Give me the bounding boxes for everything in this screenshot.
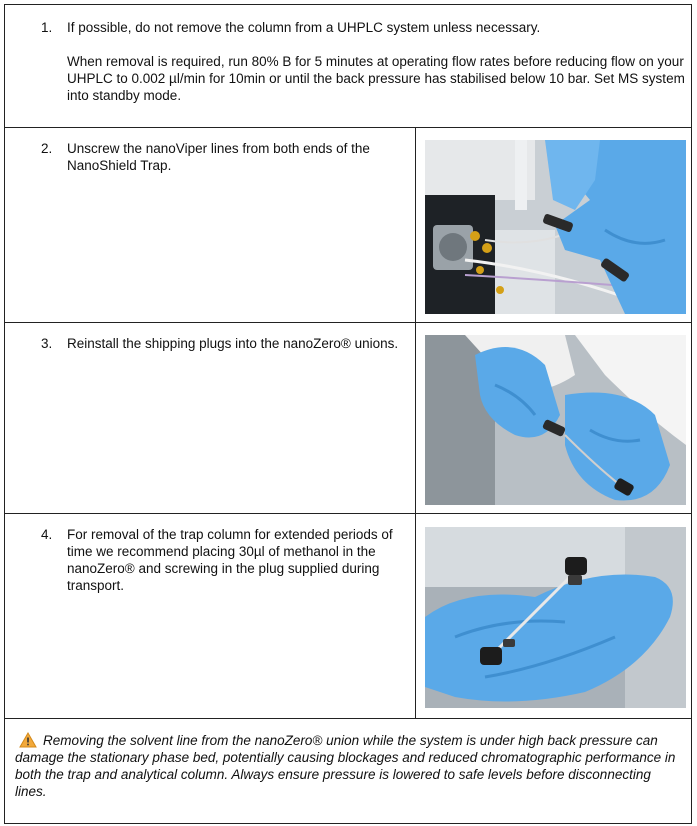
step-1-number: 1.: [41, 20, 53, 35]
step-3-text: Reinstall the shipping plugs into the nanoZero® unions.: [67, 336, 399, 351]
instructions-table: [4, 4, 694, 824]
column-divider: [415, 514, 416, 718]
step-4-row: [4, 513, 692, 719]
step-2-photo: [425, 140, 686, 314]
step-2-number: 2.: [41, 141, 53, 156]
warning-text: Removing the solvent line from the nanoZero® union while the system is under high back pressure can damage the stationary phase bed, potentially causing blockages and reduced chromatographic performance in both the trap and analytical column. Always ensure pressure is lowered to safe levels before disconnecting lines.: [15, 733, 676, 799]
column-divider: [415, 323, 416, 513]
warning-note: [15, 732, 685, 800]
column-divider: [415, 128, 416, 322]
step-4-number: 4.: [41, 527, 53, 542]
step-3-photo: [425, 335, 686, 505]
step-4-photo: [425, 527, 686, 708]
step-1-text: If possible, do not remove the column from a UHPLC system unless necessary.: [67, 20, 541, 35]
step-2-row: [4, 127, 692, 323]
step-3-row: [4, 322, 692, 514]
step-4-text: For removal of the trap column for extended periods of time we recommend placing 30µl of methanol in the nanoZero® and screwing in the plug supplied during transport.: [67, 527, 393, 593]
step-2-text: Unscrew the nanoViper lines from both ends of the NanoShield Trap.: [67, 141, 370, 173]
step-3-number: 3.: [41, 336, 53, 351]
step-1-row: [4, 4, 692, 128]
step-1-detail: When removal is required, run 80% B for 5 minutes at operating flow rates before reducing flow on your UHPLC to 0.002 µl/min for 10min or until the back pressure has stabilised below 10 bar. Set MS system into standby mode.: [67, 54, 685, 103]
warning-row: [4, 718, 692, 824]
warning-triangle-icon: [19, 732, 37, 748]
